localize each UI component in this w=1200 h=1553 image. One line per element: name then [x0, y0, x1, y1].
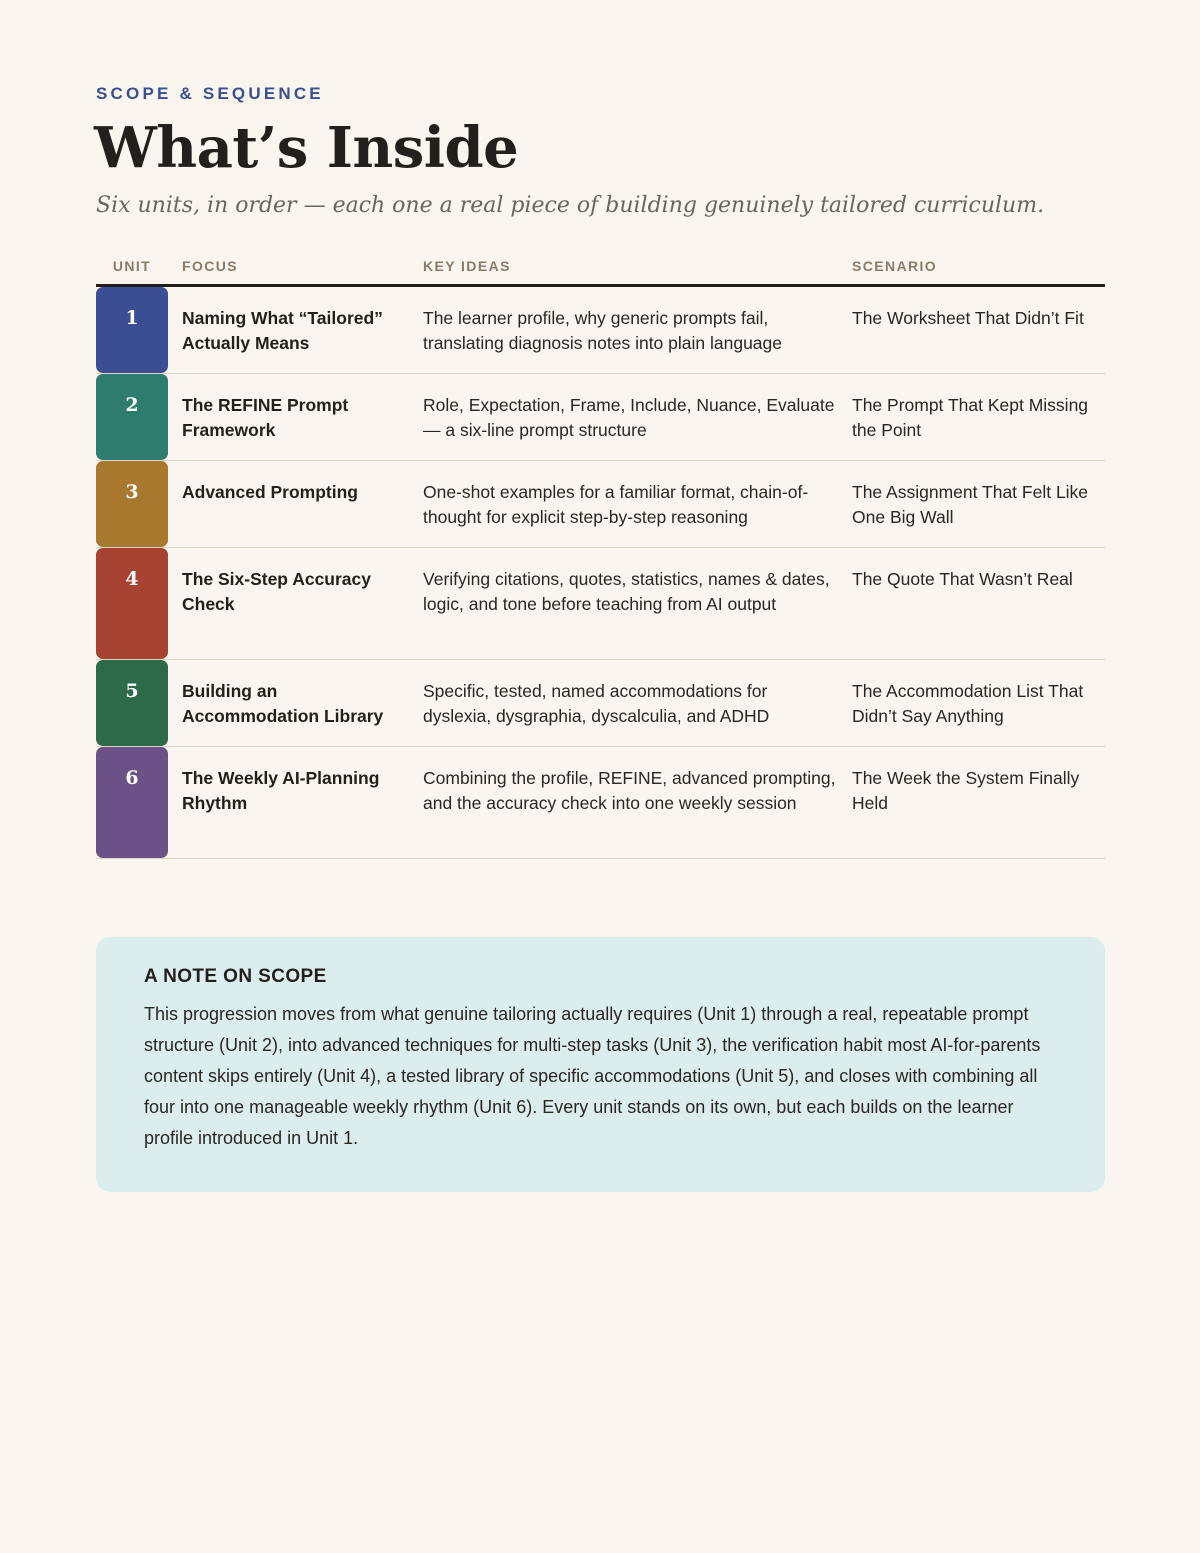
unit-key-ideas: Role, Expectation, Frame, Include, Nuance, Evaluate — a six-line prompt structure [423, 395, 835, 440]
unit-focus: Building an Accommodation Library [182, 681, 384, 726]
note-title: A NOTE ON SCOPE [144, 966, 327, 987]
page-title: What’s Inside [94, 115, 519, 181]
table-row [96, 461, 1105, 548]
table-row [96, 660, 1105, 747]
unit-key-ideas: The learner profile, why generic prompts fail, translating diagnosis notes into plain language [423, 308, 783, 353]
unit-scenario: The Week the System Finally Held [852, 768, 1080, 813]
section-eyebrow: SCOPE & SEQUENCE [96, 84, 324, 103]
unit-scenario: The Worksheet That Didn’t Fit [852, 308, 1084, 328]
unit-badge: 4 [96, 548, 168, 659]
unit-focus: The Six-Step Accuracy Check [182, 569, 372, 614]
column-header-focus: FOCUS [182, 258, 238, 274]
table-row [96, 287, 1105, 374]
scope-note-callout [96, 937, 1105, 1192]
unit-key-ideas: Specific, tested, named accommodations for dyslexia, dysgraphia, dyscalculia, and ADHD [423, 681, 770, 726]
table-row [96, 747, 1105, 859]
page-subtitle: Six units, in order — each one a real piece of building genuinely tailored curriculum. [96, 193, 1045, 218]
unit-badge: 3 [96, 461, 168, 547]
unit-badge: 1 [96, 287, 168, 373]
column-header-key-ideas: KEY IDEAS [423, 258, 511, 274]
unit-focus: Advanced Prompting [182, 482, 358, 502]
scope-sequence-table [96, 248, 1105, 859]
unit-focus: The REFINE Prompt Framework [182, 395, 349, 440]
unit-scenario: The Accommodation List That Didn’t Say Anything [852, 681, 1084, 726]
unit-badge: 2 [96, 374, 168, 460]
note-body: This progression moves from what genuine tailoring actually requires (Unit 1) through a real, repeatable prompt structure (Unit 2), into advanced techniques for multi-step tasks (Unit 3), the verification habit most AI-for-parents content skips entirely (Unit 4), a tested library of specific accommodations (Unit 5), and closes with combining all four into one manageable weekly rhythm (Unit 6). Every unit stands on its own, but each builds on the learner profile introduced in Unit 1. [144, 1004, 1041, 1148]
table-header [96, 248, 1105, 287]
unit-badge: 5 [96, 660, 168, 746]
unit-key-ideas: Verifying citations, quotes, statistics, names & dates, logic, and tone before teaching from AI output [423, 569, 830, 614]
table-row [96, 374, 1105, 461]
unit-key-ideas: One-shot examples for a familiar format, chain-of-thought for explicit step-by-step reasoning [423, 482, 809, 527]
unit-focus: The Weekly AI-Planning Rhythm [182, 768, 380, 813]
unit-key-ideas: Combining the profile, REFINE, advanced prompting, and the accuracy check into one weekly session [423, 768, 836, 813]
unit-badge: 6 [96, 747, 168, 858]
table-row [96, 548, 1105, 660]
unit-scenario: The Quote That Wasn’t Real [852, 569, 1073, 589]
unit-focus: Naming What “Tailored” Actually Means [182, 308, 383, 353]
column-header-unit: UNIT [112, 258, 152, 274]
unit-scenario: The Assignment That Felt Like One Big Wall [852, 482, 1089, 527]
column-header-scenario: SCENARIO [852, 258, 938, 274]
unit-scenario: The Prompt That Kept Missing the Point [852, 395, 1089, 440]
